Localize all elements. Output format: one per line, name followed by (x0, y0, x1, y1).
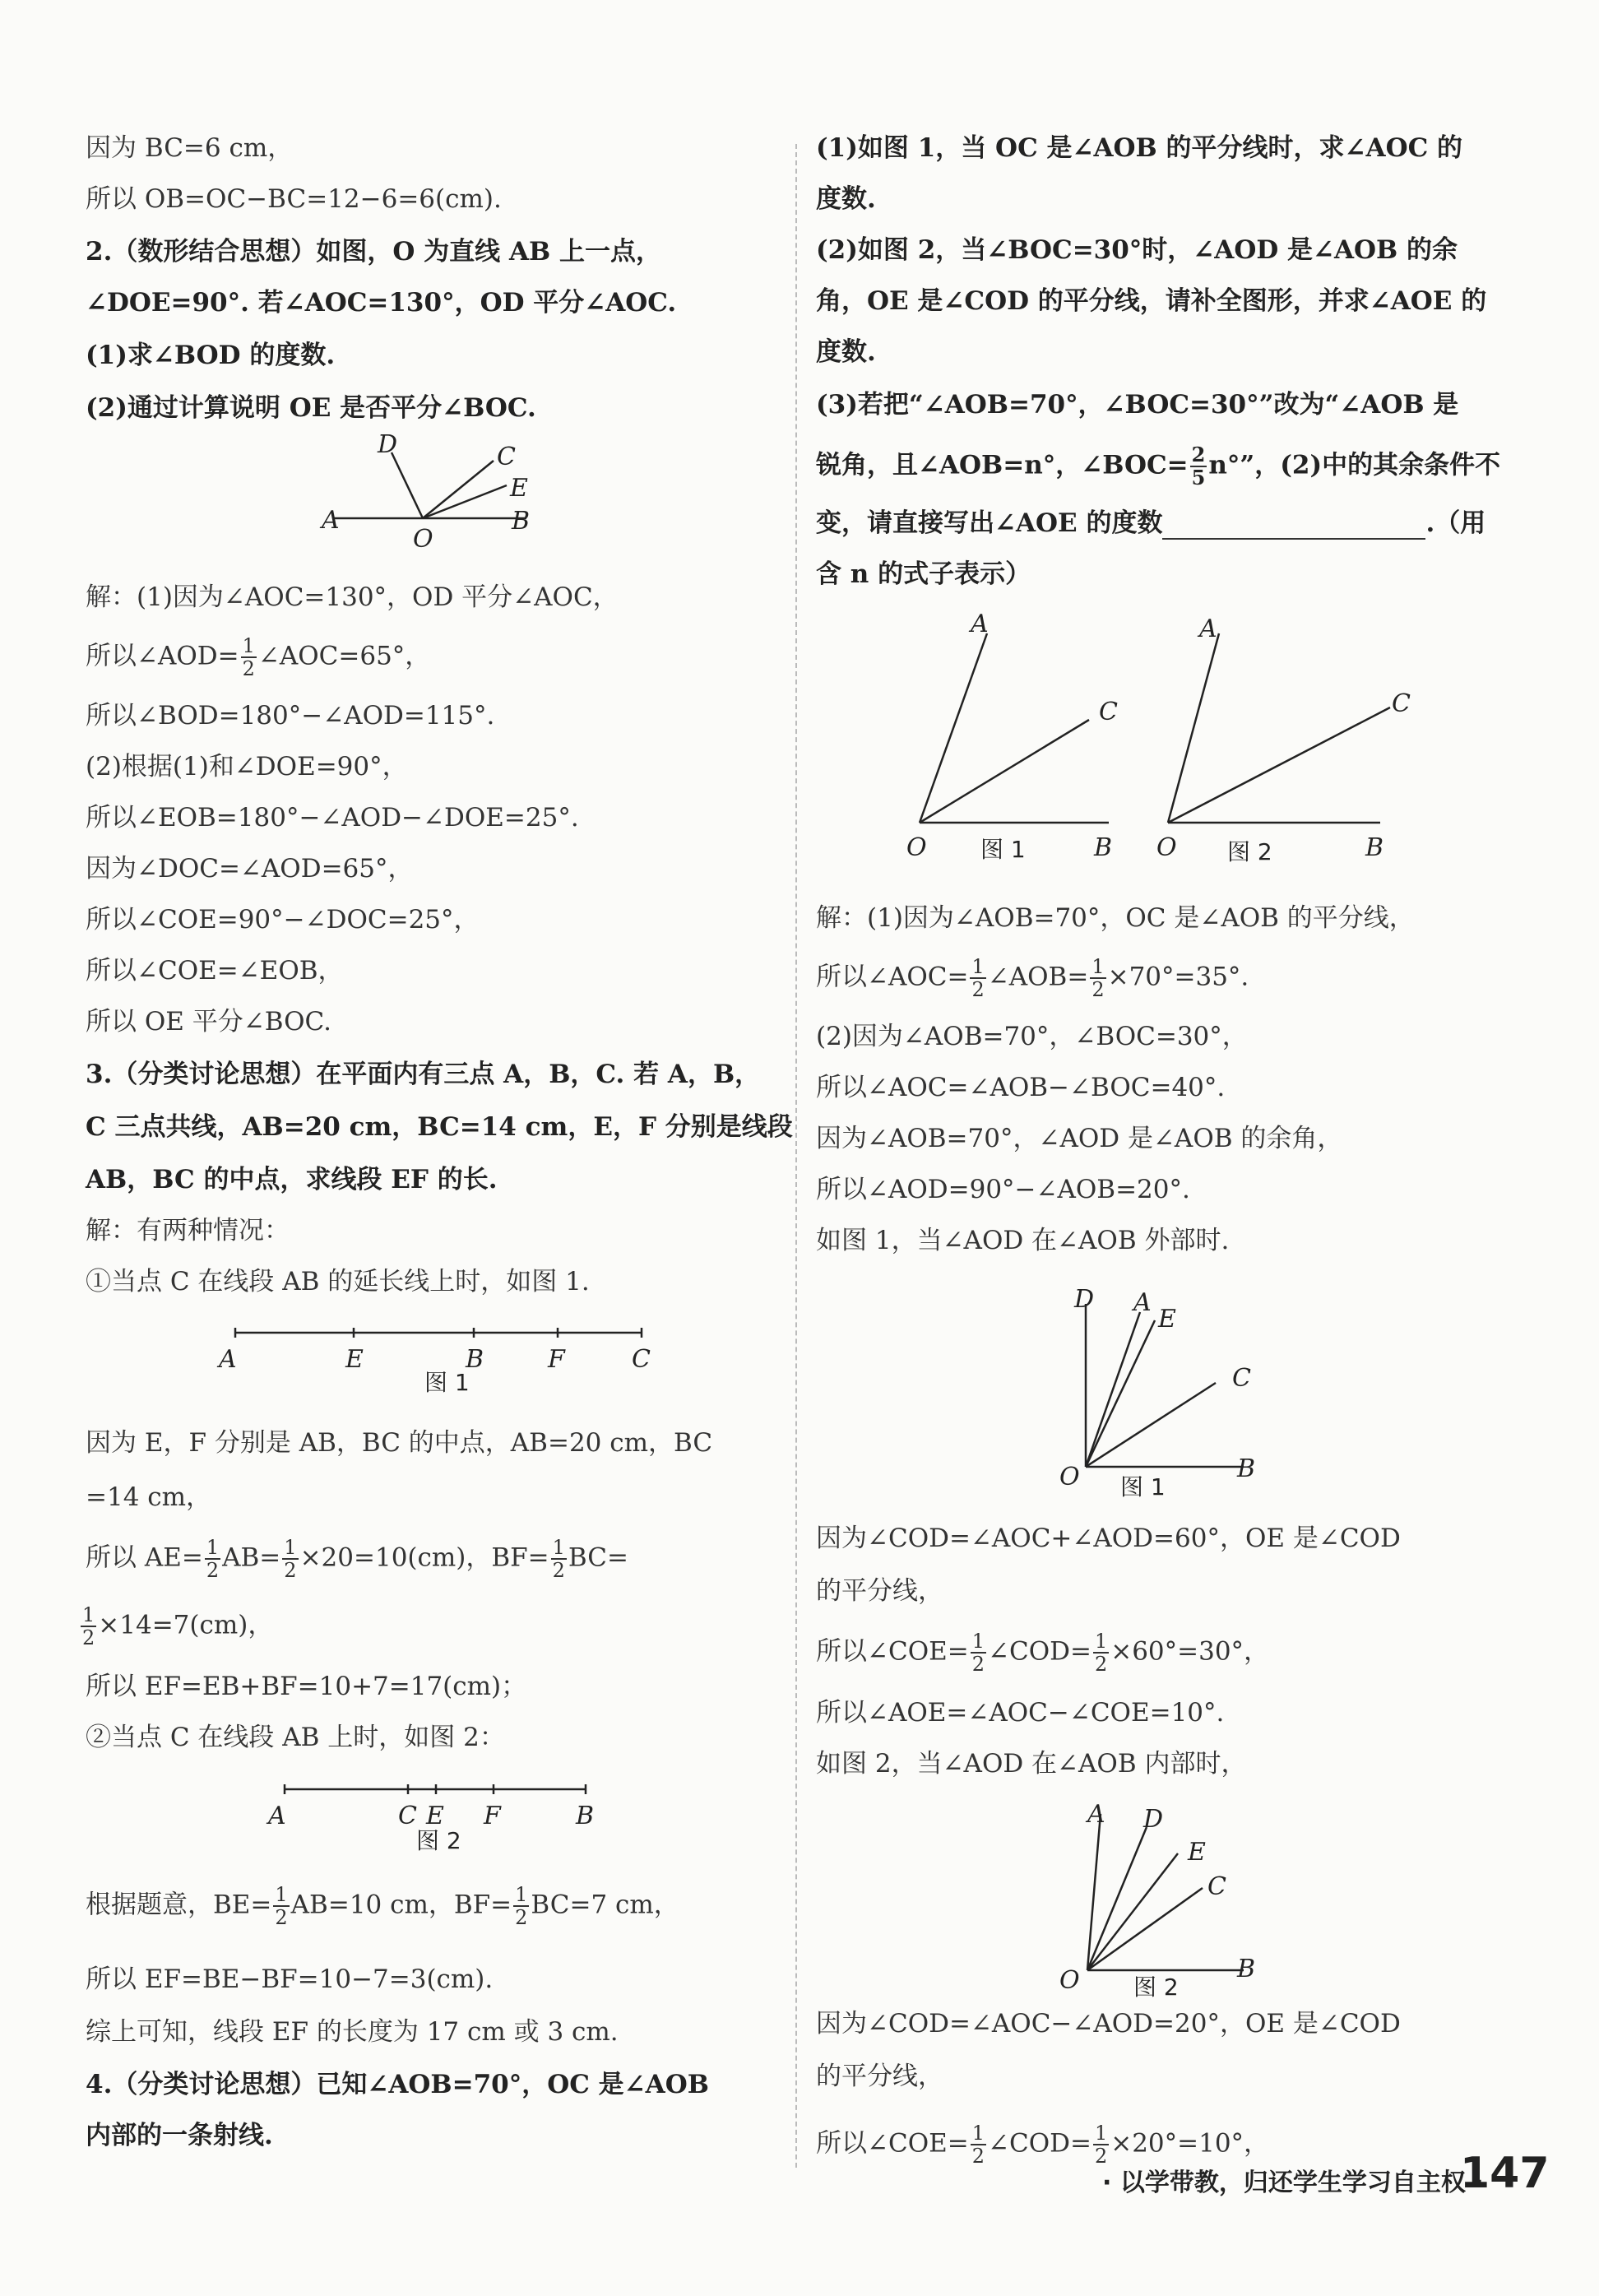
svg-text:O: O (413, 525, 433, 554)
text-line: (2)根据(1)和∠DOE=90°， (86, 752, 408, 782)
text-line: 所以∠BOD=180°−∠AOD=115°. (86, 701, 495, 731)
problem-3-figure-2 (86, 1773, 776, 1863)
svg-text:C: C (1099, 698, 1118, 726)
svg-text:D: D (378, 430, 398, 459)
text-line: 所以∠COE=90°−∠DOC=25°， (86, 905, 480, 935)
problem-2-title: 2.（数形结合思想）如图，O 为直线 AB 上一点， (86, 237, 661, 267)
svg-text:B: B (1094, 833, 1113, 862)
answer-blank (1162, 513, 1425, 540)
svg-text:E: E (345, 1345, 364, 1374)
text-line: 所以∠AOE=∠AOC−∠COE=10°. (816, 1698, 1225, 1728)
problem-4-solution-figure-2 (816, 1797, 1507, 2003)
svg-text:E: E (1188, 1838, 1206, 1867)
text-line: 因为 E，F 分别是 AB，BC 的中点，AB=20 cm，BC (86, 1428, 713, 1458)
text-line: 解：有两种情况： (86, 1216, 290, 1245)
problem-3-title: 3.（分类讨论思想）在平面内有三点 A，B，C. 若 A，B， (86, 1060, 761, 1089)
problem-2-q2: (2)通过计算说明 OE 是否平分∠BOC. (86, 393, 536, 423)
column-divider (795, 144, 797, 2168)
problem-4-q2: 度数. (816, 337, 876, 367)
svg-text:O: O (1059, 1966, 1080, 1995)
svg-text:B: B (576, 1802, 595, 1830)
problem-4-title: 4.（分类讨论思想）已知∠AOB=70°，OC 是∠AOB (86, 2070, 709, 2099)
svg-text:D: D (1074, 1285, 1095, 1314)
problem-4-q3: (3)若把“∠AOB=70°，∠BOC=30°”改为“∠AOB 是 (816, 390, 1459, 420)
svg-text:图 2: 图 2 (1227, 838, 1272, 865)
svg-text:A: A (1199, 615, 1217, 643)
problem-4-solution-figure-1 (816, 1279, 1507, 1501)
fraction: $\frac{1}{2}$ (1094, 1630, 1108, 1676)
text-line: 根据题意，BE= $\frac{1}{2}$ AB=10 cm，BF= $\frac{1}{2}$ BC=7 cm， (86, 1883, 679, 1929)
fraction: $\frac{1}{2}$ (515, 1883, 528, 1929)
svg-text:O: O (1156, 833, 1177, 862)
text-line: 所以 OB=OC−BC=12−6=6(cm). (86, 184, 502, 214)
svg-text:图 1: 图 1 (424, 1369, 470, 1396)
svg-text:图 1: 图 1 (980, 836, 1026, 863)
svg-text:B: B (512, 507, 531, 536)
svg-text:A: A (322, 506, 340, 535)
problem-2-figure (86, 430, 776, 554)
text-line: 所以∠COE=∠EOB， (86, 956, 344, 986)
text-line: 解：(1)因为∠AOB=70°，OC 是∠AOB 的平分线， (816, 903, 1415, 933)
problem-2-q1: (1)求∠BOD 的度数. (86, 341, 336, 370)
text-line: 所以∠AOC=∠AOB−∠BOC=40°. (816, 1073, 1226, 1102)
text-line: 的平分线， (816, 2062, 943, 2091)
text-line: 综上可知，线段 EF 的长度为 17 cm 或 3 cm. (86, 2017, 619, 2047)
fraction: $\frac{1}{2}$ (971, 1630, 985, 1676)
problem-2-title: ∠DOE=90°. 若∠AOC=130°，OD 平分∠AOC. (86, 288, 677, 318)
page-number: 147 (1460, 2149, 1550, 2198)
svg-text:O: O (1059, 1463, 1080, 1491)
problem-4-q1: 度数. (816, 184, 876, 214)
svg-text:C: C (497, 443, 516, 471)
text-line: 所以 AE= $\frac{1}{2}$ AB= $\frac{1}{2}$ ×20=10(cm)，BF= $\frac{1}{2}$ BC= (86, 1536, 628, 1582)
text-line: 所以∠AOC= $\frac{1}{2}$ ∠AOB= $\frac{1}{2}$ ×70°=35°. (816, 955, 1249, 1001)
text-line: 因为 BC=6 cm， (86, 133, 294, 163)
svg-text:A: A (1133, 1288, 1152, 1317)
text-line: 所以 EF=BE−BF=10−7=3(cm). (86, 1964, 494, 1994)
problem-3-title: C 三点共线，AB=20 cm，BC=14 cm，E，F 分别是线段 (86, 1112, 793, 1142)
problem-4-q3: 锐角，且∠AOB=n°，∠BOC= $\frac{2}{5}$ n°”，(2)中的其余条件不 (816, 443, 1501, 489)
svg-text:O: O (906, 833, 927, 862)
problem-4-q3: 含 n 的式子表示） (816, 559, 1031, 589)
fraction: $\frac{1}{2}$ (284, 1536, 297, 1582)
problem-4-q2: 角，OE 是∠COD 的平分线，请补全图形，并求∠AOE 的 (816, 286, 1487, 316)
problem-4-title: 内部的一条射线. (86, 2121, 273, 2150)
text-line: 所以∠COE= $\frac{1}{2}$ ∠COD= $\frac{1}{2}$ ×20°=10°， (816, 2122, 1270, 2168)
svg-text:B: B (466, 1345, 484, 1374)
problem-4-q3: 变，请直接写出∠AOE 的度数 .（用 (816, 508, 1486, 538)
svg-text:B: B (1365, 833, 1384, 862)
problem-4-q1: (1)如图 1，当 OC 是∠AOB 的平分线时，求∠AOC 的 (816, 133, 1463, 163)
svg-text:E: E (1158, 1305, 1176, 1334)
problem-3-figure-1 (86, 1316, 776, 1407)
text-line: 因为∠COD=∠AOC+∠AOD=60°，OE 是∠COD (816, 1524, 1401, 1553)
text-line: 因为∠COD=∠AOC−∠AOD=20°，OE 是∠COD (816, 2009, 1401, 2039)
text-line: ①当点 C 在线段 AB 的延长线上时，如图 1. (86, 1267, 590, 1296)
text-line: ②当点 C 在线段 AB 上时，如图 2： (86, 1723, 505, 1752)
problem-3-title: AB，BC 的中点，求线段 EF 的长. (86, 1165, 498, 1194)
footer-motto: · 以学带教，归还学生学习自主权 · (1102, 2168, 1484, 2197)
problem-4-figures (816, 609, 1507, 880)
svg-text:B: B (1237, 1955, 1256, 1983)
text-line: 因为∠AOB=70°，∠AOD 是∠AOB 的余角， (816, 1124, 1343, 1153)
text-line: $\frac{1}{2}$ ×14=7(cm)， (82, 1603, 274, 1649)
text-line: 如图 2，当∠AOD 在∠AOB 内部时， (816, 1749, 1247, 1779)
svg-text:C: C (1207, 1872, 1226, 1901)
text-line: 解：(1)因为∠AOC=130°，OD 平分∠AOC， (86, 582, 619, 612)
problem-4-q2: (2)如图 2，当∠BOC=30°时，∠AOD 是∠AOB 的余 (816, 235, 1458, 265)
text-line: 因为∠DOC=∠AOD=65°， (86, 854, 414, 884)
text-line: 所以 EF=EB+BF=10+7=17(cm)； (86, 1672, 527, 1701)
svg-text:C: C (1392, 689, 1411, 718)
text-line: 如图 1，当∠AOD 在∠AOB 外部时. (816, 1226, 1230, 1255)
svg-text:C: C (398, 1802, 417, 1830)
svg-text:A: A (219, 1345, 237, 1374)
svg-text:E: E (426, 1802, 444, 1830)
text-line: 所以∠AOD= $\frac{1}{2}$ ∠AOC=65°， (86, 634, 431, 680)
text-line: 的平分线， (816, 1576, 943, 1606)
fraction: $\frac{1}{2}$ (971, 955, 985, 1001)
text-line: 所以 OE 平分∠BOC. (86, 1007, 331, 1037)
fraction: $\frac{1}{2}$ (275, 1883, 288, 1929)
text-line: (2)因为∠AOB=70°，∠BOC=30°， (816, 1022, 1248, 1051)
svg-text:E: E (510, 474, 528, 503)
svg-text:A: A (268, 1802, 286, 1830)
svg-text:图 2: 图 2 (416, 1827, 461, 1854)
fraction: $\frac{1}{2}$ (971, 2122, 985, 2168)
svg-text:图 1: 图 1 (1120, 1473, 1166, 1501)
svg-text:D: D (1143, 1805, 1164, 1834)
svg-text:F: F (484, 1802, 501, 1830)
text-line: =14 cm， (86, 1482, 212, 1512)
fraction: $\frac{1}{2}$ (206, 1536, 220, 1582)
text-line: 所以∠EOB=180°−∠AOD−∠DOE=25°. (86, 803, 579, 833)
fraction: $\frac{2}{5}$ (1191, 443, 1206, 489)
fraction: $\frac{1}{2}$ (82, 1603, 95, 1649)
text-line: 所以∠COE= $\frac{1}{2}$ ∠COD= $\frac{1}{2}$ ×60°=30°， (816, 1630, 1270, 1676)
svg-text:C: C (632, 1345, 651, 1374)
svg-text:A: A (1087, 1800, 1105, 1829)
svg-text:A: A (971, 610, 989, 638)
svg-text:C: C (1232, 1364, 1251, 1393)
fraction: $\frac{1}{2}$ (1091, 955, 1105, 1001)
svg-text:F: F (548, 1345, 565, 1374)
svg-text:B: B (1237, 1454, 1256, 1483)
text-line: 所以∠AOD=90°−∠AOB=20°. (816, 1175, 1190, 1204)
fraction: $\frac{1}{2}$ (1094, 2122, 1108, 2168)
svg-text:图 2: 图 2 (1133, 1974, 1179, 2001)
fraction: $\frac{1}{2}$ (552, 1536, 565, 1582)
fraction: $\frac{1}{2}$ (242, 634, 255, 680)
